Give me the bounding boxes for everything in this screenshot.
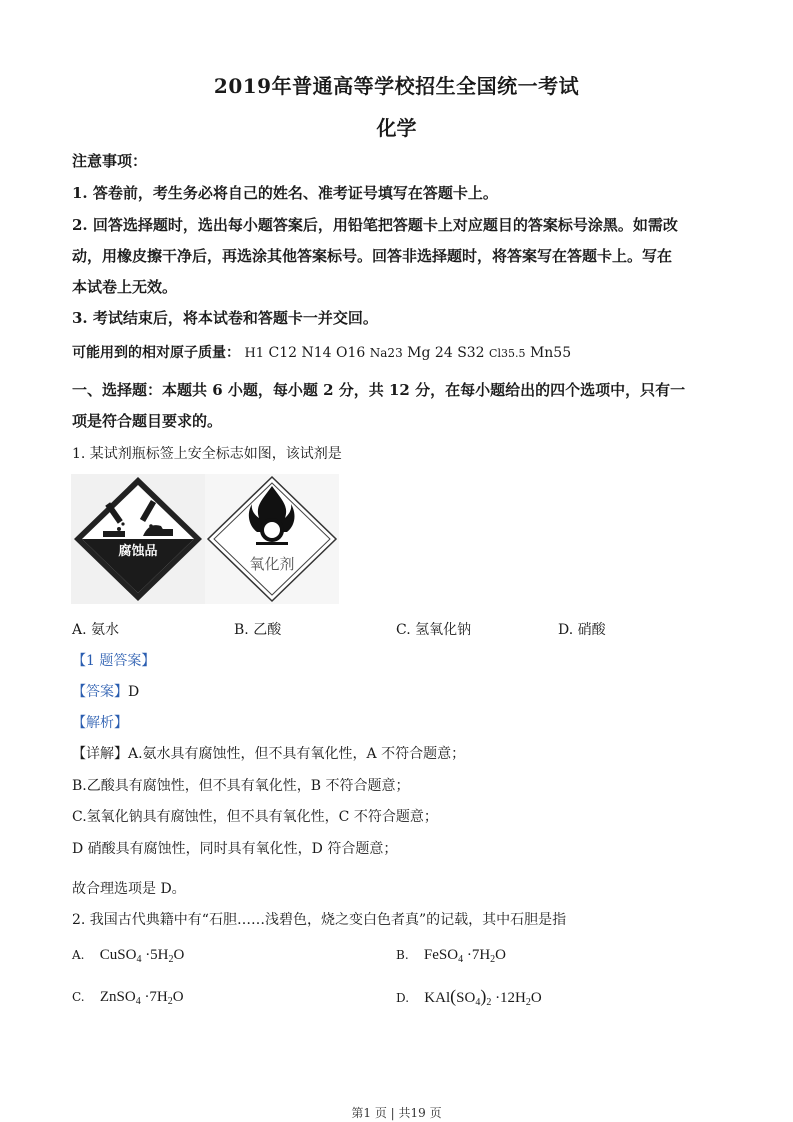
option-letter: D. bbox=[396, 991, 410, 1005]
detail-a-text: A.氨水具有腐蚀性，但不具有氧化性，A 不符合题意； bbox=[128, 746, 466, 762]
atomic-masses-line bbox=[72, 342, 571, 362]
q2-stem: 2. 我国古代典籍中有“石胆……浅碧色，烧之变白色者真”的记载，其中石胆是指 bbox=[72, 912, 567, 928]
mass-mg: Mg 24 bbox=[407, 345, 453, 361]
corrosive-sign-label: 腐蚀品 bbox=[118, 544, 158, 559]
q1-detail-c: C.氢氧化钠具有腐蚀性，但不具有氧化性，C 不符合题意； bbox=[72, 809, 438, 825]
q1-option-d bbox=[558, 619, 606, 639]
answer-value: D bbox=[128, 684, 140, 700]
section-1-line-2: 项是符合题目要求的。 bbox=[72, 412, 223, 430]
q2-option-a bbox=[72, 944, 184, 964]
q1-option-c bbox=[396, 619, 471, 639]
q1-detail-d: D 硝酸具有腐蚀性，同时具有氧化性，D 符合题意； bbox=[72, 841, 398, 857]
mass-mn: Mn55 bbox=[529, 345, 572, 361]
formula-kal-so4-2-12h2o: $KAl(SO_4)_2 \cdot 12H_2O$ bbox=[424, 986, 542, 1008]
flame-over-circle-icon bbox=[205, 474, 339, 604]
q1-stem: 1. 某试剂瓶标签上安全标志如图，该试剂是 bbox=[72, 446, 342, 462]
subject-title: 化学 bbox=[376, 116, 417, 140]
oxidizer-sign-image bbox=[205, 474, 339, 604]
option-letter: A. bbox=[72, 948, 85, 962]
q1-detail-a bbox=[72, 743, 465, 763]
formula-feso4-7h2o: FeSO$_4$ $\cdot 7H_2O$ bbox=[423, 947, 507, 965]
notes-item-2-line-1: 2. 回答选择题时，选出每小题答案后，用铅笔把答题卡上对应题目的答案标号涂黑。如需改 bbox=[72, 216, 678, 234]
mass-n: N14 bbox=[301, 345, 332, 361]
option-letter: B. bbox=[396, 948, 409, 962]
section-1-line-1: 一、选择题：本题共 6 小题，每小题 2 分，共 12 分，在每小题给出的四个选项中，只有一 bbox=[72, 381, 686, 399]
notes-item-1: 1. 答卷前，考生务必将自己的姓名、准考证号填写在答题卡上。 bbox=[72, 184, 498, 202]
q1-conclusion: 故合理选项是 D。 bbox=[72, 881, 186, 897]
detail-label: 【详解】 bbox=[72, 746, 128, 762]
atomic-masses-label: 可能用到的相对原子质量： bbox=[72, 345, 240, 361]
q1-answer-tag: 【1 题答案】 bbox=[72, 653, 156, 669]
option-text: 硝酸 bbox=[577, 622, 606, 638]
q1-option-a bbox=[72, 619, 119, 639]
page-total: 共19 页 bbox=[398, 1106, 442, 1120]
formula-cuso4-5h2o: CuSO$_4$ $\cdot 5H_2O$ bbox=[99, 947, 185, 965]
notes-item-2-line-2: 动，用橡皮擦干净后，再选涂其他答案标号。回答非选择题时，将答案写在答题卡上。写在 bbox=[72, 247, 673, 265]
option-letter: B. bbox=[234, 622, 249, 638]
mass-s: S32 bbox=[457, 345, 485, 361]
formula-znso4-7h2o: ZnSO$_4$ $\cdot 7H_2O$ bbox=[99, 989, 184, 1007]
oxidizer-sign-label: 氧化剂 bbox=[249, 555, 295, 573]
option-text: 氢氧化钠 bbox=[415, 622, 472, 638]
page-footer bbox=[0, 1104, 793, 1121]
option-letter: D. bbox=[558, 622, 574, 638]
mass-na: Na23 bbox=[369, 346, 403, 360]
mass-h: H1 bbox=[244, 346, 265, 361]
page-title: 2019年普通高等学校招生全国统一考试 bbox=[213, 74, 580, 98]
option-text: 乙酸 bbox=[253, 622, 282, 638]
q1-detail-b: B.乙酸具有腐蚀性，但不具有氧化性，B 不符合题意； bbox=[72, 778, 410, 794]
mass-cl: Cl35.5 bbox=[489, 347, 526, 360]
notes-item-2-line-3: 本试卷上无效。 bbox=[72, 278, 178, 296]
mass-o: O16 bbox=[336, 345, 366, 361]
option-text: 氨水 bbox=[91, 622, 120, 638]
corrosive-sign-image bbox=[71, 474, 205, 604]
option-letter: C. bbox=[396, 622, 411, 638]
notes-heading: 注意事项： bbox=[72, 152, 148, 170]
corrosive-icon bbox=[71, 474, 205, 604]
page-number: 第1 页 bbox=[351, 1106, 387, 1120]
q2-option-d bbox=[396, 986, 542, 1007]
option-letter: A. bbox=[72, 622, 87, 638]
mass-c: C12 bbox=[268, 345, 298, 361]
option-letter: C. bbox=[72, 990, 85, 1004]
footer-separator: | bbox=[390, 1106, 395, 1120]
q2-option-b bbox=[396, 944, 506, 964]
q1-option-b bbox=[234, 619, 281, 639]
q2-option-c bbox=[72, 986, 184, 1006]
q1-answer-line bbox=[72, 681, 139, 701]
notes-item-3: 3. 考试结束后，将本试卷和答题卡一并交回。 bbox=[72, 309, 378, 327]
q1-analysis-tag: 【解析】 bbox=[72, 715, 128, 731]
answer-label: 【答案】 bbox=[72, 684, 128, 700]
